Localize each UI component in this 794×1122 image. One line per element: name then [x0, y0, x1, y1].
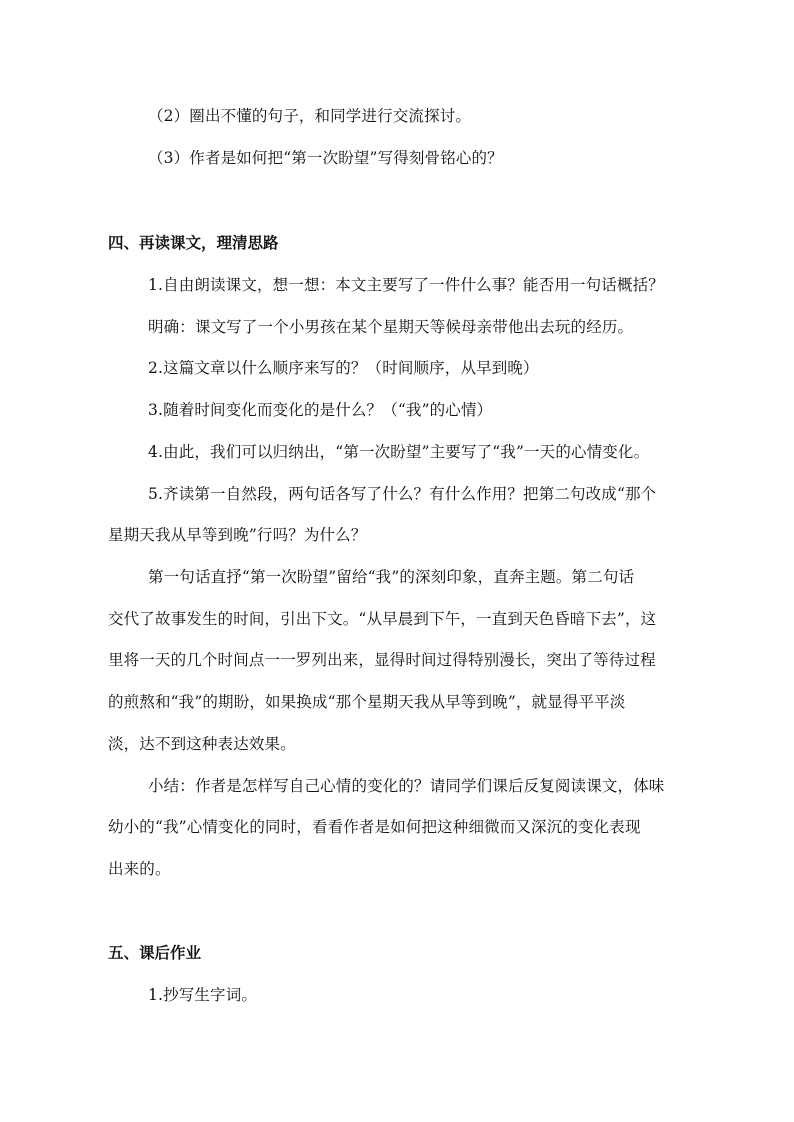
- analysis-line: 里将一天的几个时间点一一罗列出来，显得时间过得特别漫长，突出了等待过程: [108, 651, 656, 669]
- section-5-heading: 五、课后作业: [108, 944, 202, 962]
- question-3: 3.随着时间变化而变化的是什么？（“我”的心情）: [148, 401, 493, 419]
- question-5-line-2: 星期天我从早等到晚”行吗？为什么？: [108, 526, 367, 544]
- section-4-heading: 四、再读课文，理清思路: [108, 234, 279, 252]
- item-3-how-written: （3）作者是如何把“第一次盼望”写得刻骨铭心的？: [148, 149, 503, 167]
- answer-1: 明确：课文写了一个小男孩在某个星期天等候母亲带他出去玩的经历。: [148, 318, 634, 336]
- analysis-line: 第一句话直抒“第一次盼望”留给“我”的深刻印象，直奔主题。第二句话: [148, 568, 635, 586]
- item-2-circle-sentences: （2）圈出不懂的句子，和同学进行交流探讨。: [148, 107, 472, 125]
- summary-line: 幼小的“我”心情变化的同时，看看作者是如何把这种细微而又深沉的变化表现: [108, 818, 641, 836]
- summary-line: 小结：作者是怎样写自己心情的变化的？请同学们课后反复阅读课文，体味: [148, 777, 665, 795]
- homework-item-1: 1.抄写生字词。: [148, 986, 257, 1004]
- summary-line: 出来的。: [108, 860, 171, 878]
- analysis-line: 交代了故事发生的时间，引出下文。“从早晨到下午，一直到天色昏暗下去”，这: [108, 610, 657, 628]
- question-4: 4.由此，我们可以归纳出，“第一次盼望”主要写了“我”一天的心情变化。: [148, 443, 650, 461]
- analysis-line: 的煎熬和“我”的期盼，如果换成“那个星期天我从早等到晚”，就显得平平淡: [108, 693, 626, 711]
- question-5-line-1: 5.齐读第一自然段，两句话各写了什么？有什么作用？把第二句改成“那个: [148, 485, 657, 503]
- analysis-line: 淡，达不到这种表达效果。: [108, 735, 296, 753]
- question-2: 2.这篇文章以什么顺序来写的？（时间顺序，从早到晚）: [148, 359, 539, 377]
- question-1: 1.自由朗读课文，想一想：本文主要写了一件什么事？能否用一句话概括？: [148, 276, 664, 294]
